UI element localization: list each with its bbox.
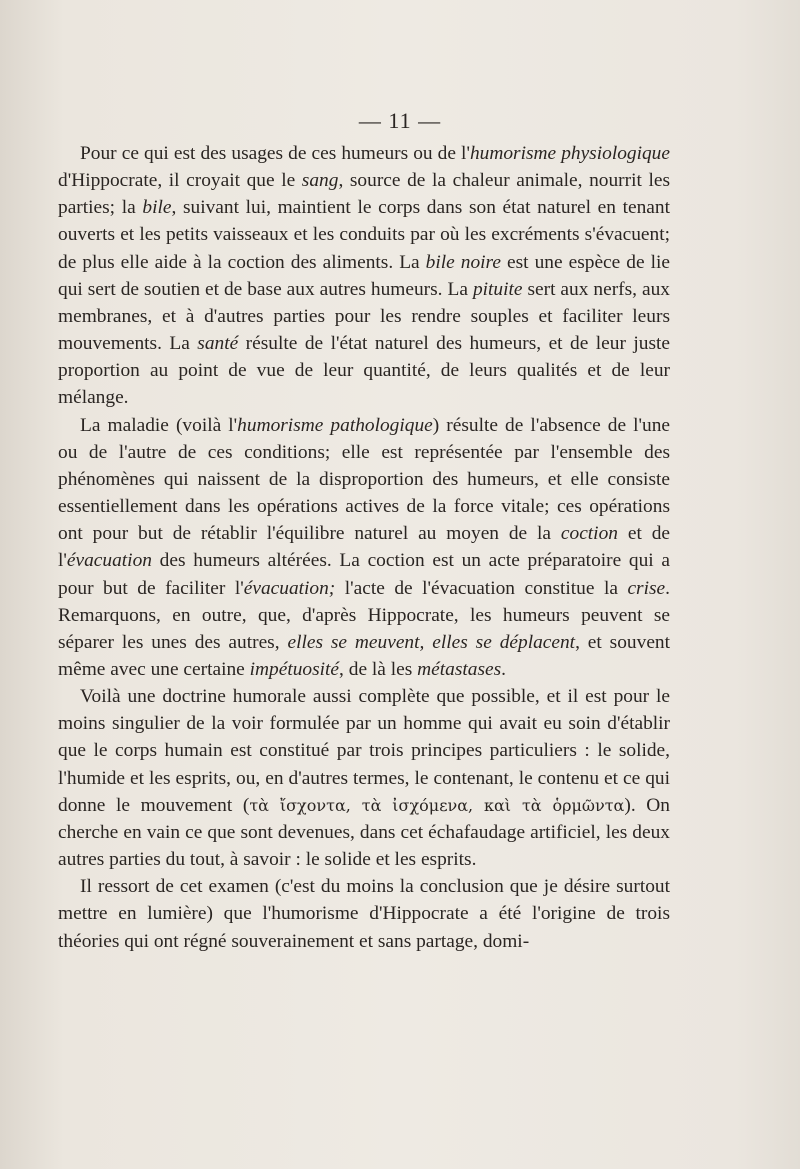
text-run: ) résulte de l'absence de l'une ou de l'autre de ces conditions; elle est représentée par l'ensemble des phénomènes qui naissent de la disproportion des humeurs, et elle consiste essentiellement dans les opérations actives de la force vitale; ces opérations ont pour but de rétablir l'équilibre naturel au moyen de la bbox=[58, 414, 671, 545]
italic-run: métastases bbox=[417, 658, 502, 680]
italic-run: coction bbox=[560, 523, 618, 545]
text-run: des humeurs altérées. La coction est un acte préparatoire qui a pour but de faciliter l' bbox=[58, 550, 670, 599]
paragraph bbox=[58, 873, 670, 954]
italic-run: pituite bbox=[472, 278, 523, 300]
italic-run: sang bbox=[301, 170, 339, 192]
italic-run: humorisme pathologique bbox=[237, 414, 433, 436]
text-run: . bbox=[501, 658, 507, 680]
italic-run: évacuation bbox=[66, 550, 152, 572]
text-run: . Remarquons, en outre, que, d'après Hippocrate, les humeurs peuvent se séparer les unes des autres, bbox=[58, 577, 670, 653]
italic-run: crise bbox=[627, 577, 666, 599]
body-text bbox=[58, 140, 670, 955]
italic-run: humorisme physiologique bbox=[469, 143, 670, 164]
italic-run: bile bbox=[142, 197, 172, 219]
paragraph bbox=[58, 412, 670, 684]
page-number: — 11 — bbox=[358, 108, 442, 133]
text-run: , de là les bbox=[339, 658, 418, 680]
text-run: , suivant lui, maintient le corps dans son état naturel en tenant ouverts et les petits vaisseaux et les conduits par où les excréments s'évacuent; de plus elle aide à la coction des aliments. La bbox=[58, 197, 671, 273]
text-run: et de l' bbox=[58, 523, 670, 572]
text-run: La maladie (voilà l' bbox=[80, 414, 238, 436]
italic-run: impétuosité bbox=[249, 658, 340, 680]
italic-run: bile noire bbox=[425, 251, 501, 273]
text-run: l'acte de l'évacuation constitue la bbox=[335, 577, 628, 599]
text-run: sert aux nerfs, aux membranes, et à d'autres parties pour les rendre souples et faciliter leurs mouvements. La bbox=[58, 278, 670, 355]
text-run: résulte de l'état naturel des humeurs, et de leur juste proportion au point de vue de leur quantité, de leurs qualités et de leur mélange. bbox=[58, 333, 670, 409]
text-run: est une espèce de lie qui sert de soutien et de base aux autres humeurs. La bbox=[58, 251, 670, 300]
text-run: Il ressort de cet examen (c'est du moins la conclusion que je désire surtout mettre en lumière) que l'humorisme d'Hippocrate a été l'origine de trois théories qui ont régné souverainement et sans partage, domi- bbox=[58, 876, 670, 952]
greek-run: τὰ ἴσχοντα, τὰ ἰσχόμενα, καὶ τὰ ὁρμῶντα bbox=[249, 795, 625, 815]
italic-run: santé bbox=[197, 333, 239, 355]
italic-run: évacuation; bbox=[243, 577, 336, 599]
paragraph bbox=[58, 140, 670, 412]
text-run: Voilà une doctrine humorale aussi complète que possible, et il est pour le moins singulier de la voir formulée par un homme qui avait eu soin d'établir que le corps humain est constitué par trois principes particuliers : le solide, l'humide et les esprits, ou, en d'autres termes, le contenant, le contenu et ce qui donne le mouvement ( bbox=[58, 686, 670, 816]
italic-run: elles se meuvent, elles se déplacent bbox=[287, 631, 576, 653]
text-run: , source de la chaleur animale, nourrit les parties; la bbox=[58, 170, 670, 219]
text-run: Pour ce qui est des usages de ces humeurs ou de l' bbox=[80, 143, 470, 164]
paragraph bbox=[58, 683, 670, 873]
text-run: , et souvent même avec une certaine bbox=[58, 631, 671, 680]
text-run: d'Hippocrate, il croyait que le bbox=[58, 170, 302, 192]
text-run: ). On cherche en vain ce que sont devenues, dans cet échafaudage artificiel, les deux autres parties du tout, à savoir : le solide et les esprits. bbox=[58, 794, 671, 871]
